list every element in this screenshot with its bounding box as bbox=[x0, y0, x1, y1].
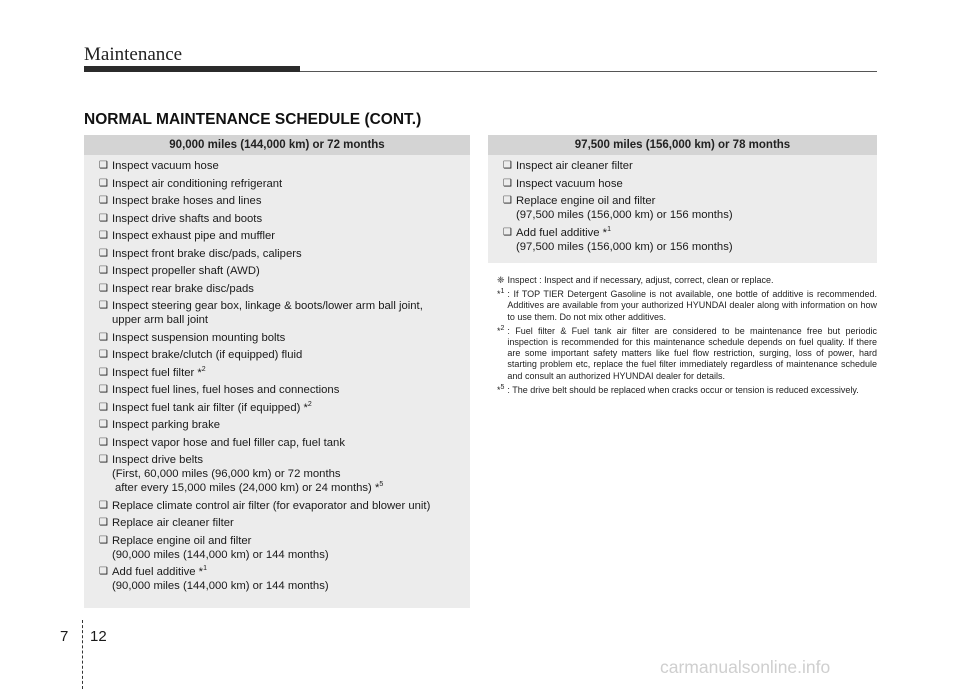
checklist-item bbox=[99, 282, 470, 296]
checkbox-icon: ❑ bbox=[99, 499, 108, 511]
footer-divider bbox=[82, 620, 84, 689]
checklist-item-text bbox=[112, 229, 470, 243]
checklist-item-text bbox=[112, 516, 470, 530]
checklist-item-text bbox=[516, 177, 877, 191]
footnote-marker bbox=[497, 275, 505, 286]
checklist-item bbox=[99, 453, 470, 495]
footnote-ref: 2 bbox=[307, 400, 312, 408]
footnote bbox=[497, 326, 877, 382]
item-label: Inspect vacuum hose bbox=[516, 177, 623, 190]
footnote bbox=[497, 289, 877, 323]
item-label: Inspect vapor hose and fuel filler cap, fuel tank bbox=[112, 436, 345, 449]
checkbox-icon: ❑ bbox=[99, 265, 108, 276]
footnote-symbol: * bbox=[497, 325, 501, 336]
item-label: Inspect propeller shaft (AWD) bbox=[112, 265, 260, 277]
checklist-item bbox=[99, 177, 470, 191]
checklist-item-text bbox=[112, 282, 470, 296]
checklist-item-text bbox=[112, 401, 470, 415]
item-label: Inspect fuel filter * bbox=[112, 366, 202, 379]
item-label: Replace air cleaner filter bbox=[112, 517, 234, 529]
item-label: Add fuel additive * bbox=[516, 226, 608, 239]
footnote-marker bbox=[497, 289, 504, 323]
footnote bbox=[497, 275, 877, 286]
item-detail: (First, 60,000 miles (96,000 km) or 72 months bbox=[112, 468, 341, 480]
item-detail: upper arm ball joint bbox=[112, 314, 209, 326]
checkbox-icon: ❑ bbox=[99, 517, 108, 528]
checklist-item-text bbox=[112, 247, 470, 261]
chapter-number: 7 bbox=[60, 628, 69, 645]
schedule-panel-90000 bbox=[84, 135, 470, 608]
checklist-item-text bbox=[112, 194, 470, 208]
checklist-item-text bbox=[112, 499, 470, 513]
checkbox-icon: ❑ bbox=[99, 436, 108, 448]
checkbox-icon: ❑ bbox=[99, 212, 108, 224]
footnote bbox=[497, 385, 877, 396]
checklist-item bbox=[99, 516, 470, 530]
checklist-item-text bbox=[112, 177, 470, 191]
item-label: Inspect air cleaner filter bbox=[516, 160, 633, 172]
item-detail: (90,000 miles (144,000 km) or 144 months) bbox=[112, 580, 329, 592]
checkbox-icon: ❑ bbox=[99, 401, 108, 413]
item-detail: (97,500 miles (156,000 km) or 156 months) bbox=[516, 209, 733, 221]
checklist-item-text bbox=[112, 534, 470, 562]
checklist-item-text bbox=[112, 331, 470, 345]
checklist bbox=[84, 155, 470, 593]
footnote-symbol: ❈ bbox=[497, 275, 505, 285]
panel-heading: 97,500 miles (156,000 km) or 78 months bbox=[488, 135, 877, 155]
checkbox-icon: ❑ bbox=[99, 282, 108, 294]
footnotes bbox=[497, 275, 877, 399]
checklist-item-text bbox=[112, 299, 470, 327]
checkbox-icon: ❑ bbox=[99, 177, 108, 189]
panel-heading: 90,000 miles (144,000 km) or 72 months bbox=[84, 135, 470, 155]
checklist-item bbox=[99, 212, 470, 226]
checklist-item bbox=[99, 348, 470, 362]
checkbox-icon: ❑ bbox=[503, 160, 512, 171]
item-label: Inspect fuel tank air filter (if equipped) * bbox=[112, 401, 308, 414]
item-label: Replace climate control air filter (for evaporator and blower unit) bbox=[112, 499, 431, 512]
footnote-number: 1 bbox=[500, 288, 505, 296]
checklist-item bbox=[99, 229, 470, 243]
item-detail: (90,000 miles (144,000 km) or 144 months) bbox=[112, 548, 329, 561]
checklist-item-text bbox=[516, 226, 877, 254]
checklist-item bbox=[99, 366, 470, 380]
checkbox-icon: ❑ bbox=[99, 349, 108, 360]
checkbox-icon: ❑ bbox=[99, 230, 108, 241]
checklist-item-text bbox=[112, 159, 470, 173]
checkbox-icon: ❑ bbox=[503, 177, 512, 189]
footnote-ref: 2 bbox=[201, 365, 206, 373]
checklist-item bbox=[503, 194, 877, 222]
checklist-item-text bbox=[112, 383, 470, 397]
checklist-item-text bbox=[112, 264, 470, 278]
checkbox-icon: ❑ bbox=[503, 226, 512, 238]
checklist-item bbox=[503, 159, 877, 173]
item-label: Inspect rear brake disc/pads bbox=[112, 282, 254, 295]
footnote-text: : If TOP TIER Detergent Gasoline is not available, one bottle of additive is recommended. Additives are available from your authorized HYUNDAI dealer along with information on how to use them. Do not mix other additives. bbox=[507, 289, 877, 322]
item-label: Inspect air conditioning refrigerant bbox=[112, 177, 283, 190]
item-label: Inspect parking brake bbox=[112, 419, 221, 431]
item-label: Inspect front brake disc/pads, calipers bbox=[112, 247, 302, 260]
checkbox-icon: ❑ bbox=[99, 534, 108, 546]
item-label: Inspect brake hoses and lines bbox=[112, 195, 262, 207]
checkbox-icon: ❑ bbox=[503, 195, 512, 206]
checkbox-icon: ❑ bbox=[99, 384, 108, 395]
footnote-marker bbox=[497, 326, 504, 382]
checklist-item bbox=[99, 264, 470, 278]
footnote-symbol: * bbox=[497, 384, 501, 395]
checklist-item-text bbox=[516, 194, 877, 222]
footnote-ref: 1 bbox=[203, 565, 207, 573]
item-detail bbox=[112, 481, 470, 495]
checkbox-icon: ❑ bbox=[99, 247, 108, 259]
footnote-text: : Fuel filter & Fuel tank air filter are considered to be maintenance free but periodic inspection is recommended for this maintenance schedule depends on fuel quality. If there are some important safety matters like fuel flow restriction, surging, loss of power, hard starting problem etc, replace the fuel filter immediately regardless of maintenance schedule and consult an authorized HYUNDAI dealer for details. bbox=[507, 325, 877, 381]
checklist-item bbox=[99, 194, 470, 208]
footnote-text: : The drive belt should be replaced when cracks occur or tension is reduced excessively. bbox=[507, 384, 859, 395]
section-title: NORMAL MAINTENANCE SCHEDULE (CONT.) bbox=[84, 111, 422, 128]
item-detail: (97,500 miles (156,000 km) or 156 months) bbox=[516, 240, 733, 253]
checklist-item-text bbox=[112, 565, 470, 593]
checklist-item bbox=[99, 331, 470, 345]
page-number: 12 bbox=[90, 628, 107, 645]
checklist-item bbox=[99, 565, 470, 593]
header-title: Maintenance bbox=[84, 44, 183, 65]
checklist-item bbox=[99, 499, 470, 513]
checkbox-icon: ❑ bbox=[99, 419, 108, 430]
checkbox-icon: ❑ bbox=[99, 566, 108, 577]
item-label: Inspect vacuum hose bbox=[112, 160, 219, 172]
item-detail-text: after every 15,000 miles (24,000 km) or 24 months) * bbox=[115, 482, 380, 494]
item-label: Inspect exhaust pipe and muffler bbox=[112, 230, 276, 242]
checklist-item bbox=[99, 383, 470, 397]
checkbox-icon: ❑ bbox=[99, 454, 108, 465]
checklist-item-text bbox=[112, 348, 470, 362]
footnote-number: 5 bbox=[500, 383, 505, 391]
checklist-item bbox=[99, 159, 470, 173]
checklist-item-text bbox=[112, 436, 470, 450]
item-label: Add fuel additive * bbox=[112, 566, 204, 578]
footnote-ref: 5 bbox=[379, 481, 384, 489]
item-label: Inspect steering gear box, linkage & boots/lower arm ball joint, bbox=[112, 300, 423, 312]
checkbox-icon: ❑ bbox=[99, 300, 108, 311]
checklist-item bbox=[503, 226, 877, 254]
checklist-item-text bbox=[516, 159, 877, 173]
checklist-item bbox=[99, 401, 470, 415]
checkbox-icon: ❑ bbox=[99, 195, 108, 206]
checklist bbox=[488, 155, 877, 254]
header-rule-thick bbox=[84, 66, 300, 72]
checklist-item bbox=[503, 177, 877, 191]
checklist-item bbox=[99, 418, 470, 432]
footnote-symbol: * bbox=[497, 289, 501, 300]
checkbox-icon: ❑ bbox=[99, 366, 108, 378]
footnote-marker bbox=[497, 385, 504, 396]
checklist-item-text bbox=[112, 418, 470, 432]
checklist-item-text bbox=[112, 366, 470, 380]
item-label: Inspect suspension mounting bolts bbox=[112, 331, 286, 344]
item-label: Inspect drive belts bbox=[112, 454, 204, 466]
checkbox-icon: ❑ bbox=[99, 331, 108, 343]
schedule-panel-97500 bbox=[488, 135, 877, 263]
header-rule-thin bbox=[300, 71, 877, 72]
checklist-item bbox=[99, 299, 470, 327]
footnote-ref: 1 bbox=[607, 225, 611, 233]
footnote-number: 2 bbox=[500, 324, 505, 332]
checkbox-icon: ❑ bbox=[99, 160, 108, 171]
item-label: Inspect brake/clutch (if equipped) fluid bbox=[112, 349, 303, 361]
checklist-item-text bbox=[112, 212, 470, 226]
item-label: Replace engine oil and filter bbox=[516, 195, 656, 207]
watermark: carmanualsonline.info bbox=[660, 657, 831, 677]
item-label: Inspect drive shafts and boots bbox=[112, 212, 263, 225]
checklist-item-text bbox=[112, 453, 470, 495]
checklist-item bbox=[99, 436, 470, 450]
item-label: Replace engine oil and filter bbox=[112, 534, 252, 547]
item-label: Inspect fuel lines, fuel hoses and connections bbox=[112, 384, 340, 396]
checklist-item bbox=[99, 534, 470, 562]
checklist-item bbox=[99, 247, 470, 261]
footnote-text: Inspect : Inspect and if necessary, adjust, correct, clean or replace. bbox=[507, 275, 774, 285]
